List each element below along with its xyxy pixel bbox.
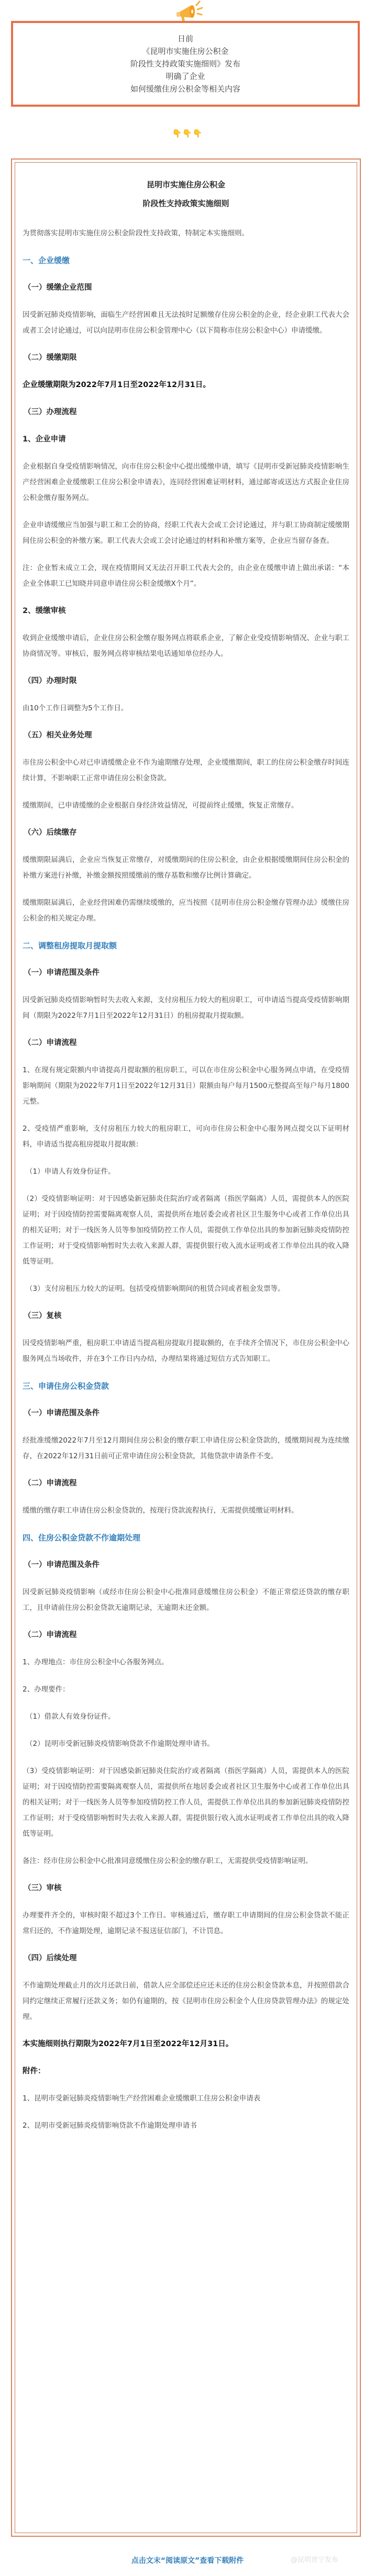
intro-line: 阶段性支持政策实施细则》发布 (130, 59, 240, 69)
section-heading-3: 三、申请住房公积金贷款 (23, 1381, 109, 1391)
intro-box (11, 21, 360, 107)
paragraph: 1、在现有规定限额内申请提高月提取额的租房职工，可以在市住房公积金中心服务网点申请，在受疫情影响期间（期限为2022年7月1日至2022年12月31日）限额由每户每月1500元整提高至每户每月1800元整。 (23, 1066, 349, 1106)
intro-line: 《昆明市实施住房公积金 (142, 47, 229, 56)
pointing-down-icons: 👇👇👇 (172, 129, 203, 138)
attachment-item: 1、昆明市受新冠肺炎疫情影响生产经营困难企业缓缴职工住房公积金申请表 (23, 2094, 261, 2103)
read-original-link[interactable]: 点击文末“阅读原文”查看下载附件 (131, 2557, 244, 2565)
paragraph: 1、办理地点：市住房公积金中心各服务网点。 (23, 1658, 169, 1666)
paragraph: 因受新冠肺炎疫情影响，面临生产经营困难且无法按时足额缴存住房公积金的企业，经企业职工代表大会或者工会讨论通过，可以向昆明市住房公积金管理中心（以下简称市住房公积金中心）申请缓缴。 (23, 311, 349, 335)
subsection-heading: （二）申请流程 (24, 1631, 77, 1639)
section-heading-4: 四、住房公积金贷款不作逾期处理 (23, 1533, 141, 1542)
document-title-line-2: 阶段性支持政策实施细则 (142, 199, 229, 208)
intro-line: 日前 (177, 34, 193, 43)
intro-line: 明确了企业 (166, 72, 205, 81)
document-body (15, 162, 357, 2533)
list-item: （1）借款人有效身份证件。 (26, 1712, 115, 1721)
deferral-period: 企业缓缴期限为2022年7月1日至2022年12月31日。 (23, 381, 211, 389)
subsection-heading: （四）办理时限 (24, 677, 77, 685)
paragraph: 由10个工作日调整为5个工作日。 (23, 704, 128, 712)
subsection-heading: （一）申请范围及条件 (24, 969, 100, 977)
subsection-heading: （三）办理流程 (24, 408, 77, 416)
section-heading-2: 二、调整租房提取月提取额 (23, 941, 117, 950)
paragraph: 因受新冠肺炎疫情影响暂时失去收入来源，支付房租压力较大的租房职工，可申请适当提高受疫情影响期间（期限为2022年7月1日至2022年12月31日）的租房提取月提取额。 (23, 996, 349, 1020)
paragraph: 不作逾期处理截止月的次月还款日前，借款人应全部偿还应还未还的住房公积金贷款本息，并按照借款合同约定继续正常履行还款义务；如仍有逾期的，按《昆明市住房公积金个人住房贷款管理办法》的规定处理。 (23, 1981, 349, 2021)
megaphone-icon (172, 0, 204, 23)
subsection-heading: （六）后续缴存 (24, 829, 77, 837)
paragraph: 企业根据自身受疫情影响情况，向市住房公积金中心提出缓缴申请，填写《昆明市受新冠肺炎疫情影响生产经营困难企业缓缴职工住房公积金申请表》，连同经营困难证明材料，通过邮寄或送达方式报企业住房公积金缴存服务网点。 (23, 462, 349, 502)
subsection-heading: （二）申请流程 (24, 1039, 77, 1047)
paragraph: 市住房公积金中心对已申请缓缴企业不作为逾期缴存处理，企业缓缴期间，职工的住房公积金缴存时间连续计算，不影响职工正常申请住房公积金贷款。 (23, 758, 349, 782)
section-heading-1: 一、企业缓缴 (23, 256, 70, 265)
intro-line: 如何缓缴住房公积金等相关内容 (130, 84, 240, 94)
subsection-heading: （一）申请范围及条件 (24, 1409, 100, 1417)
list-item: （3）受疫情影响证明：对于因感染新冠肺炎住院治疗或者隔离（指医学隔离）人员，需提供本人的医院证明；对于因疫情防控需要隔离观察人员，需提供所在地居委会或者社区卫生服务中心或者工作单位出具的相关证明；对于一线医务人员等参加疫情防控工作人员，需提供工作单位出具的参加新冠肺炎疫情防控工作证明；对于受疫情影响暂时失去收入来源人群，需提供银行收入流水证明或者工作单位出具的收入降低等证明。 (23, 1767, 349, 1838)
effective-period: 本实施细则执行期限为2022年7月1日至2022年12月31日。 (23, 2040, 234, 2048)
subsection-heading: （一）申请范围及条件 (24, 1561, 100, 1569)
document-frame (11, 158, 361, 2537)
preface: 为贯彻落实昆明市实施住房公积金阶段性支持政策，特制定本实施细则。 (23, 229, 249, 237)
paragraph: 因受新冠肺炎疫情影响（或经市住房公积金中心批准同意缓缴住房公积金）不能正常偿还贷款的缴存职工，且申请前住房公积金贷款无逾期记录，无逾期未还金额。 (23, 1588, 349, 1612)
paragraph: 缓缴期限届满后，企业应当恢复正常缴存，对缓缴期间的住房公积金，由企业根据缓缴期间住房公积金的补缴方案进行补缴，补缴金额按照缓缴前的缴存基数和缴存比例计算确定。 (23, 856, 349, 880)
list-item: （1）申请人有效身份证件。 (26, 1167, 115, 1176)
note: 备注：经市住房公积金中心批准同意缓缴住房公积金的缴存职工，无需提供受疫情影响证明。 (23, 1857, 313, 1865)
subsection-heading: （四）后续处理 (24, 1954, 77, 1962)
subsection-heading: （二）缓缴期限 (24, 354, 77, 362)
paragraph: 2、办理要件： (23, 1685, 70, 1694)
attachments-label: 附件： (23, 2067, 46, 2075)
subsection-heading: （三）复核 (24, 1312, 62, 1320)
paragraph: 企业申请缓缴应当加强与职工和工会的协商，经职工代表大会或工会讨论通过，并与职工协商制定缓缴期间住房公积金的补缴方案。职工代表大会或工会讨论通过的材料和补缴方案等，企业应当留存备查。 (23, 521, 349, 545)
list-item: （2）昆明市受新冠肺炎疫情影响贷款不作逾期处理申请书。 (26, 1740, 214, 1748)
step-heading: 1、企业申请 (23, 435, 66, 444)
note: 注：企业暂未成立工会，现在疫情期间又无法召开职工代表大会的，由企业在缓缴申请上做出承诺：“本企业全体职工已知晓并同意申请住房公积金缓缴X个月”。 (23, 564, 349, 588)
subsection-heading: （二）申请流程 (24, 1479, 77, 1488)
subsection-heading: （三）审核 (24, 1884, 62, 1892)
paragraph: 办理要件齐全的，审核时限不超过3个工作日。审核通过后，缴存职工申请期间的住房公积金贷款不能正常归还的，不作逾期处理，逾期记录不报送征信部门，不计罚息。 (23, 1911, 349, 1935)
paragraph: 经批准缓缴2022年7月至12月期间住房公积金的缴存职工申请住房公积金贷款的，缓缴期间视为连续缴存，在2022年12月31日前可正常申请住房公积金贷款，其他贷款申请条件不变。 (23, 1436, 349, 1460)
list-item: （2）受疫情影响证明：对于因感染新冠肺炎住院治疗或者隔离（指医学隔离）人员，需提供本人的医院证明；对于因疫情防控需要隔离观察人员，需提供所在地居委会或者社区卫生服务中心或者工作单位出具的相关证明；对于一线医务人员等参加疫情防控工作人员，需提供工作单位出具的参加新冠肺炎疫情防控工作证明；对于受疫情影响暂时失去收入来源人群，需提供银行收入流水证明或者工作单位出具的收入降低等证明。 (23, 1195, 349, 1266)
document-title-line-1: 昆明市实施住房公积金 (146, 180, 225, 189)
paragraph: 缓缴期间，已申请缓缴的企业根据自身经济效益情况，可提前终止缓缴，恢复正常缴存。 (23, 801, 299, 810)
paragraph: 因受疫情影响严重，租房职工申请适当提高租房提取月提取额的，在手续齐全情况下，市住房公积金中心服务网点当场收件，并在3个工作日内办结，办理结果将通过短信方式告知职工。 (23, 1339, 349, 1363)
paragraph: 收到企业缓缴申请后，企业住房公积金缴存服务网点将联系企业，了解企业受疫情影响情况、企业与职工协商情况等。审核后，服务网点将审核结果电话通知单位经办人。 (23, 634, 349, 658)
attachment-item: 2、昆明市受新冠肺炎疫情影响贷款不作逾期处理申请书 (23, 2121, 197, 2130)
subsection-heading: （一）缓缴企业范围 (24, 283, 92, 292)
paragraph: 缓缴期限届满后，企业经营困难仍需继续缓缴的，应当按照《昆明市住房公积金缴存管理办法》缓缴住房公积金的相关规定办理。 (23, 899, 349, 923)
list-item: （3）支付房租压力较大的证明。包括受疫情影响期间的租赁合同或者租金发票等。 (26, 1285, 285, 1293)
step-heading: 2、缓缴审核 (23, 607, 66, 615)
weibo-watermark: @昆明晋宁发布 (291, 2556, 339, 2564)
paragraph: 2、受疫情严重影响，支付房租压力较大的租房职工，可向市住房公积金中心服务网点提交以下证明材料，申请适当提高租房提取月提取额： (23, 1125, 349, 1149)
subsection-heading: （五）相关业务处理 (24, 731, 92, 740)
paragraph: 缓缴的缴存职工申请住房公积金贷款的，按现行贷款流程执行，无需提供缓缴证明材料。 (23, 1506, 299, 1515)
